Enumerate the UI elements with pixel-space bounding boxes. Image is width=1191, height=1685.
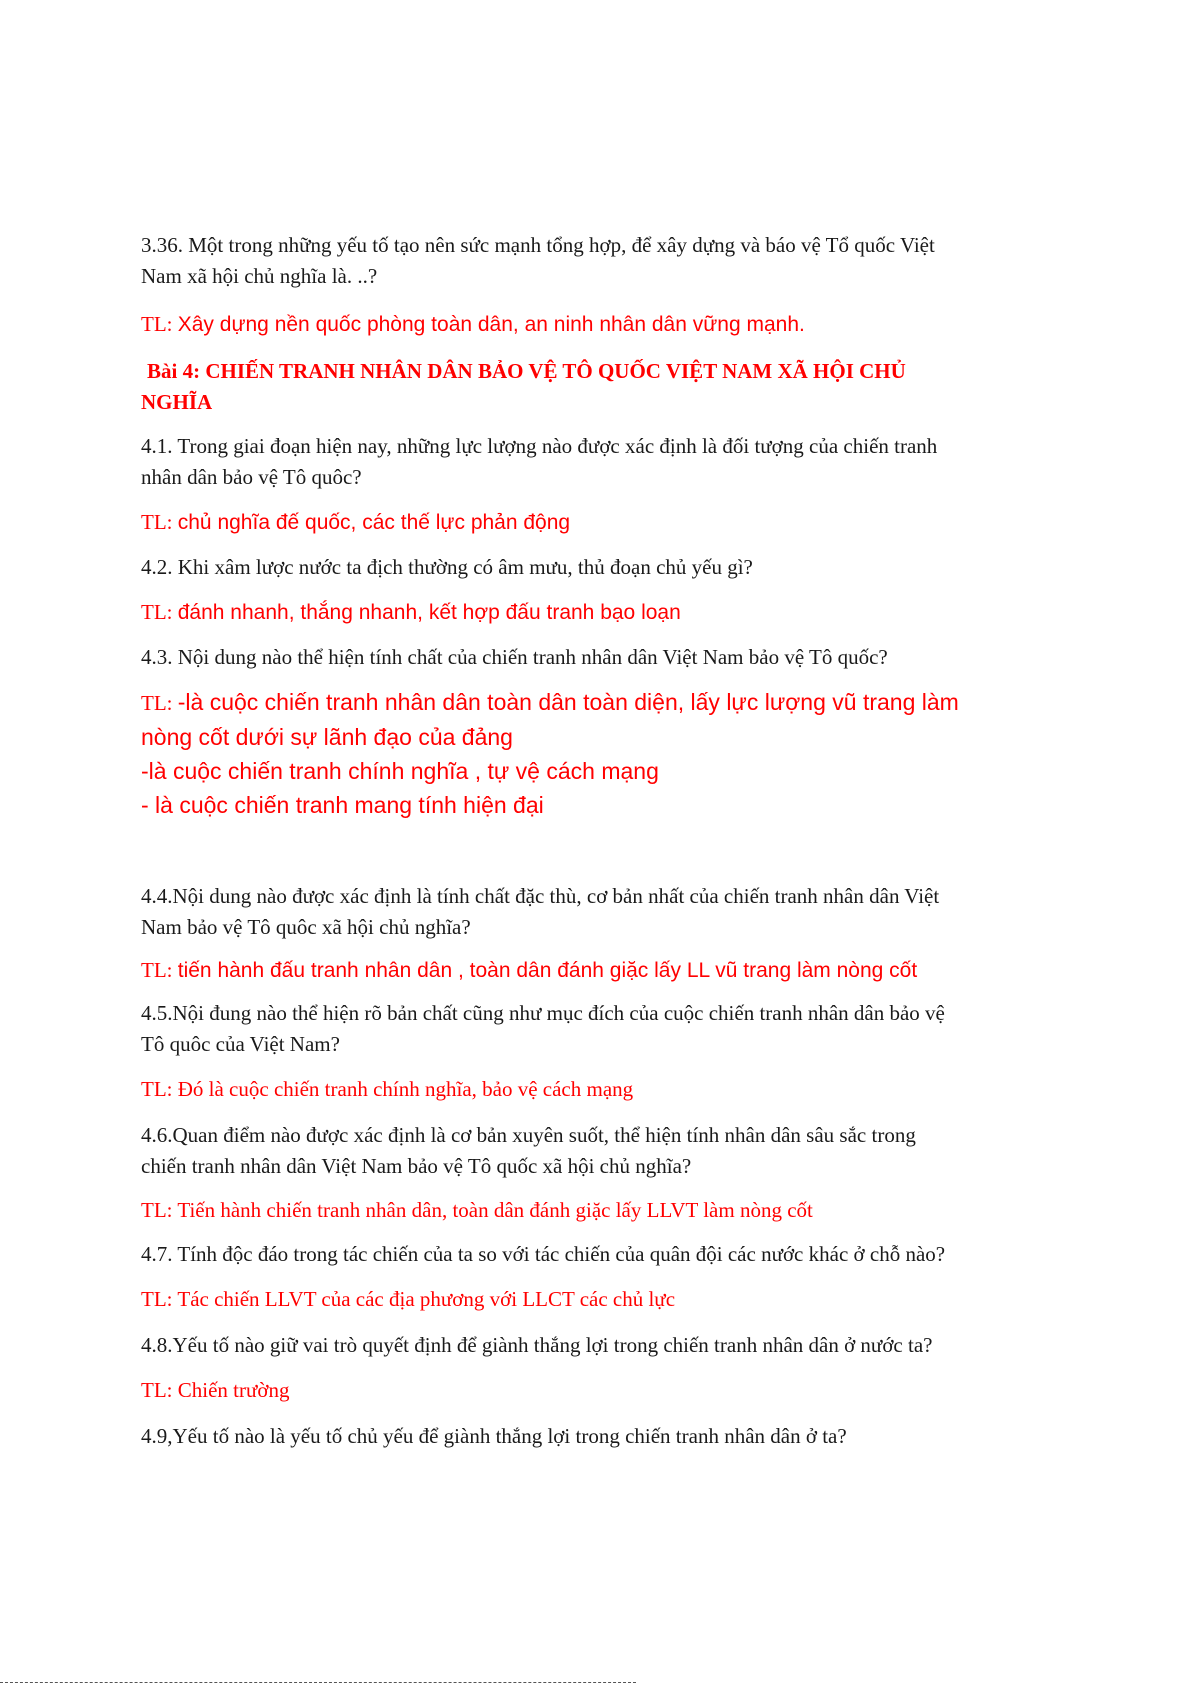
question-4-9: 4.9,Yếu tố nào là yếu tố chủ yếu để giành thắng lợi trong chiến tranh nhân dân ở ta? bbox=[141, 1424, 847, 1448]
question-4-5: 4.5.Nội đung nào thể hiện rõ bản chất cũng như mục đích của cuộc chiến tranh nhân dân bảo vệ Tô quôc của Việt Nam? bbox=[141, 1001, 945, 1056]
question-4-7: 4.7. Tính độc đáo trong tác chiến của ta so với tác chiến của quân đội các nước khác ở chỗ nào? bbox=[141, 1242, 946, 1266]
answer-4-5: TL: Đó là cuộc chiến tranh chính nghĩa, bảo vệ cách mạng bbox=[141, 1077, 634, 1101]
question-4-3: 4.3. Nội dung nào thể hiện tính chất của chiến tranh nhân dân Việt Nam bảo vệ Tô quốc? bbox=[141, 645, 888, 669]
answer-4-4: TL: tiến hành đấu tranh nhân dân , toàn dân đánh giặc lấy LL vũ trang làm nòng cốt bbox=[141, 958, 918, 982]
footer-divider bbox=[0, 1682, 636, 1683]
document-content bbox=[141, 230, 1051, 1452]
answer-4-8: TL: Chiến trường bbox=[141, 1378, 290, 1402]
question-4-8: 4.8.Yếu tố nào giữ vai trò quyết định để giành thắng lợi trong chiến tranh nhân dân ở nước ta? bbox=[141, 1333, 933, 1357]
answer-4-6: TL: Tiến hành chiến tranh nhân dân, toàn dân đánh giặc lấy LLVT làm nòng cốt bbox=[141, 1198, 813, 1222]
question-3-36: 3.36. Một trong những yếu tố tạo nên sức mạnh tổng hợp, để xây dựng và báo vệ Tổ quốc Việt Nam xã hội chủ nghĩa là. ..? bbox=[141, 233, 935, 288]
section-heading-bai-4: Bài 4: CHIẾN TRANH NHÂN DÂN BẢO VỆ TÔ QUỐC VIỆT NAM XÃ HỘI CHỦ NGHĨA bbox=[141, 359, 906, 414]
answer-4-7: TL: Tác chiến LLVT của các địa phương với LLCT các chủ lực bbox=[141, 1287, 676, 1311]
question-4-4: 4.4.Nội dung nào được xác định là tính chất đặc thù, cơ bản nhất của chiến tranh nhân dân Việt Nam bảo vệ Tô quôc xã hội chủ nghĩa? bbox=[141, 884, 940, 939]
answer-4-3: TL: -là cuộc chiến tranh nhân dân toàn dân toàn diện, lấy lực lượng vũ trang làm nòng cốt dưới sự lãnh đạo của đảng -là cuộc chiến tranh chính nghĩa , tự vệ cách mạng - là cuộc chiến tranh mang tính hiện đại bbox=[141, 689, 959, 818]
answer-4-1: TL: chủ nghĩa đế quốc, các thế lực phản động bbox=[141, 510, 571, 534]
question-4-1: 4.1. Trong giai đoạn hiện nay, những lực lượng nào được xác định là đối tượng của chiến tranh nhân dân bảo vệ Tô quôc? bbox=[141, 434, 938, 489]
question-4-6: 4.6.Quan điểm nào được xác định là cơ bản xuyên suốt, thể hiện tính nhân dân sâu sắc trong chiến tranh nhân dân Việt Nam bảo vệ Tô quốc xã hội chủ nghĩa? bbox=[141, 1123, 916, 1178]
answer-4-2: TL: đánh nhanh, thắng nhanh, kết hợp đấu tranh bạo loạn bbox=[141, 600, 681, 624]
question-4-2: 4.2. Khi xâm lược nước ta địch thường có âm mưu, thủ đoạn chủ yếu gì? bbox=[141, 555, 753, 579]
answer-3-36: TL: Xây dựng nền quốc phòng toàn dân, an ninh nhân dân vững mạnh. bbox=[141, 312, 805, 336]
